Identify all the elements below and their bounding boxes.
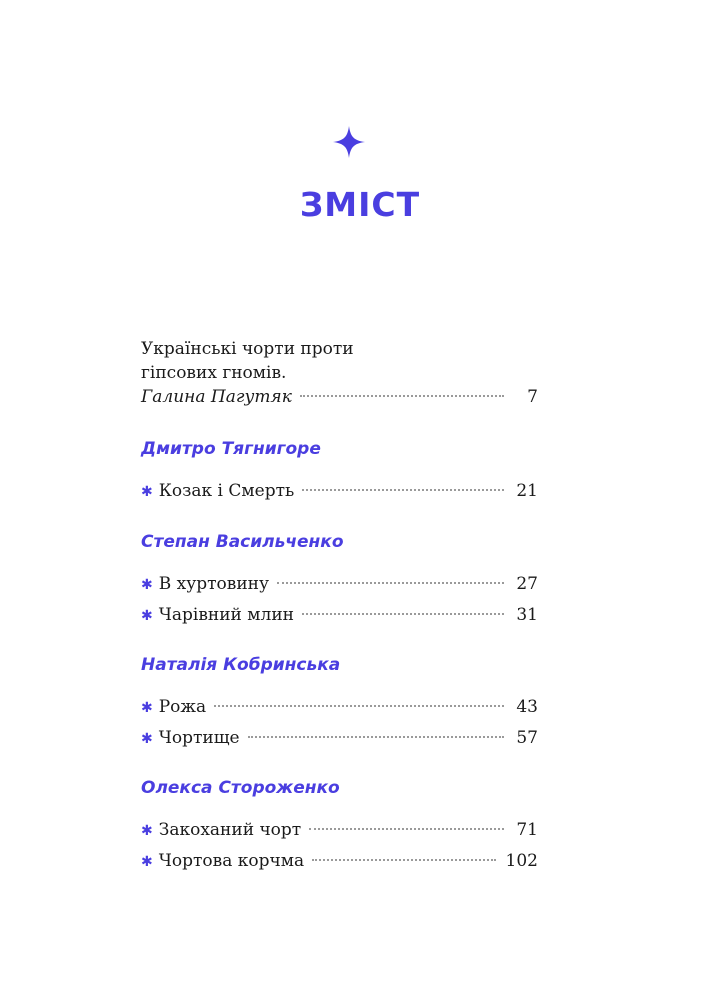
section-author: Наталія Кобринська: [141, 655, 341, 675]
toc-entry[interactable]: [141, 818, 538, 843]
toc-section: [141, 530, 541, 634]
toc-section: [141, 653, 541, 757]
asterisk-bullet-icon: ✱: [141, 484, 153, 500]
story-title: В хуртовину: [158, 574, 269, 594]
asterisk-bullet-icon: ✱: [141, 731, 153, 747]
section-author: Дмитро Тягнигоре: [141, 439, 321, 459]
page-number: 31: [516, 605, 538, 625]
story-title: Козак і Смерть: [158, 481, 295, 501]
dot-leader: [312, 859, 495, 861]
toc-entry[interactable]: [141, 572, 538, 597]
toc-section: [141, 437, 541, 510]
four-point-star-icon: [333, 126, 365, 158]
story-title: Чортова корчма: [158, 851, 305, 871]
page-number: 21: [516, 481, 538, 501]
page-number: 7: [527, 387, 538, 407]
intro-title-line-2: гіпсових гномів.: [141, 363, 287, 383]
intro-title-line-1: Українські чорти проти: [141, 339, 354, 359]
story-title: Рожа: [158, 697, 207, 717]
toc-entry[interactable]: [141, 695, 538, 720]
toc-entry[interactable]: [141, 479, 538, 504]
dot-leader: [277, 582, 504, 584]
page-number: 27: [516, 574, 538, 594]
page-number: 57: [516, 728, 538, 748]
toc-entry[interactable]: [141, 726, 538, 751]
dot-leader: [214, 705, 504, 707]
dot-leader: [309, 828, 504, 830]
asterisk-bullet-icon: ✱: [141, 700, 153, 716]
page-title: ЗМІСТ: [299, 185, 421, 224]
intro-author-row: [141, 385, 538, 409]
toc-entry[interactable]: [141, 849, 538, 874]
asterisk-bullet-icon: ✱: [141, 608, 153, 624]
section-author: Олекса Стороженко: [141, 778, 340, 798]
dot-leader: [300, 395, 504, 397]
toc-section: [141, 776, 541, 880]
asterisk-bullet-icon: ✱: [141, 577, 153, 593]
intro-author: Галина Пагутяк: [141, 387, 292, 407]
story-title: Закоханий чорт: [158, 820, 302, 840]
story-title: Чортище: [158, 728, 240, 748]
section-author: Степан Васильченко: [141, 532, 344, 552]
dot-leader: [302, 613, 504, 615]
dot-leader: [302, 489, 504, 491]
asterisk-bullet-icon: ✱: [141, 854, 153, 870]
toc-entry[interactable]: [141, 603, 538, 628]
page-number: 43: [516, 697, 538, 717]
dot-leader: [248, 736, 504, 738]
intro-entry[interactable]: [141, 337, 541, 409]
asterisk-bullet-icon: ✱: [141, 823, 153, 839]
page-number: 102: [505, 851, 538, 871]
story-title: Чарівний млин: [158, 605, 294, 625]
page-number: 71: [516, 820, 538, 840]
